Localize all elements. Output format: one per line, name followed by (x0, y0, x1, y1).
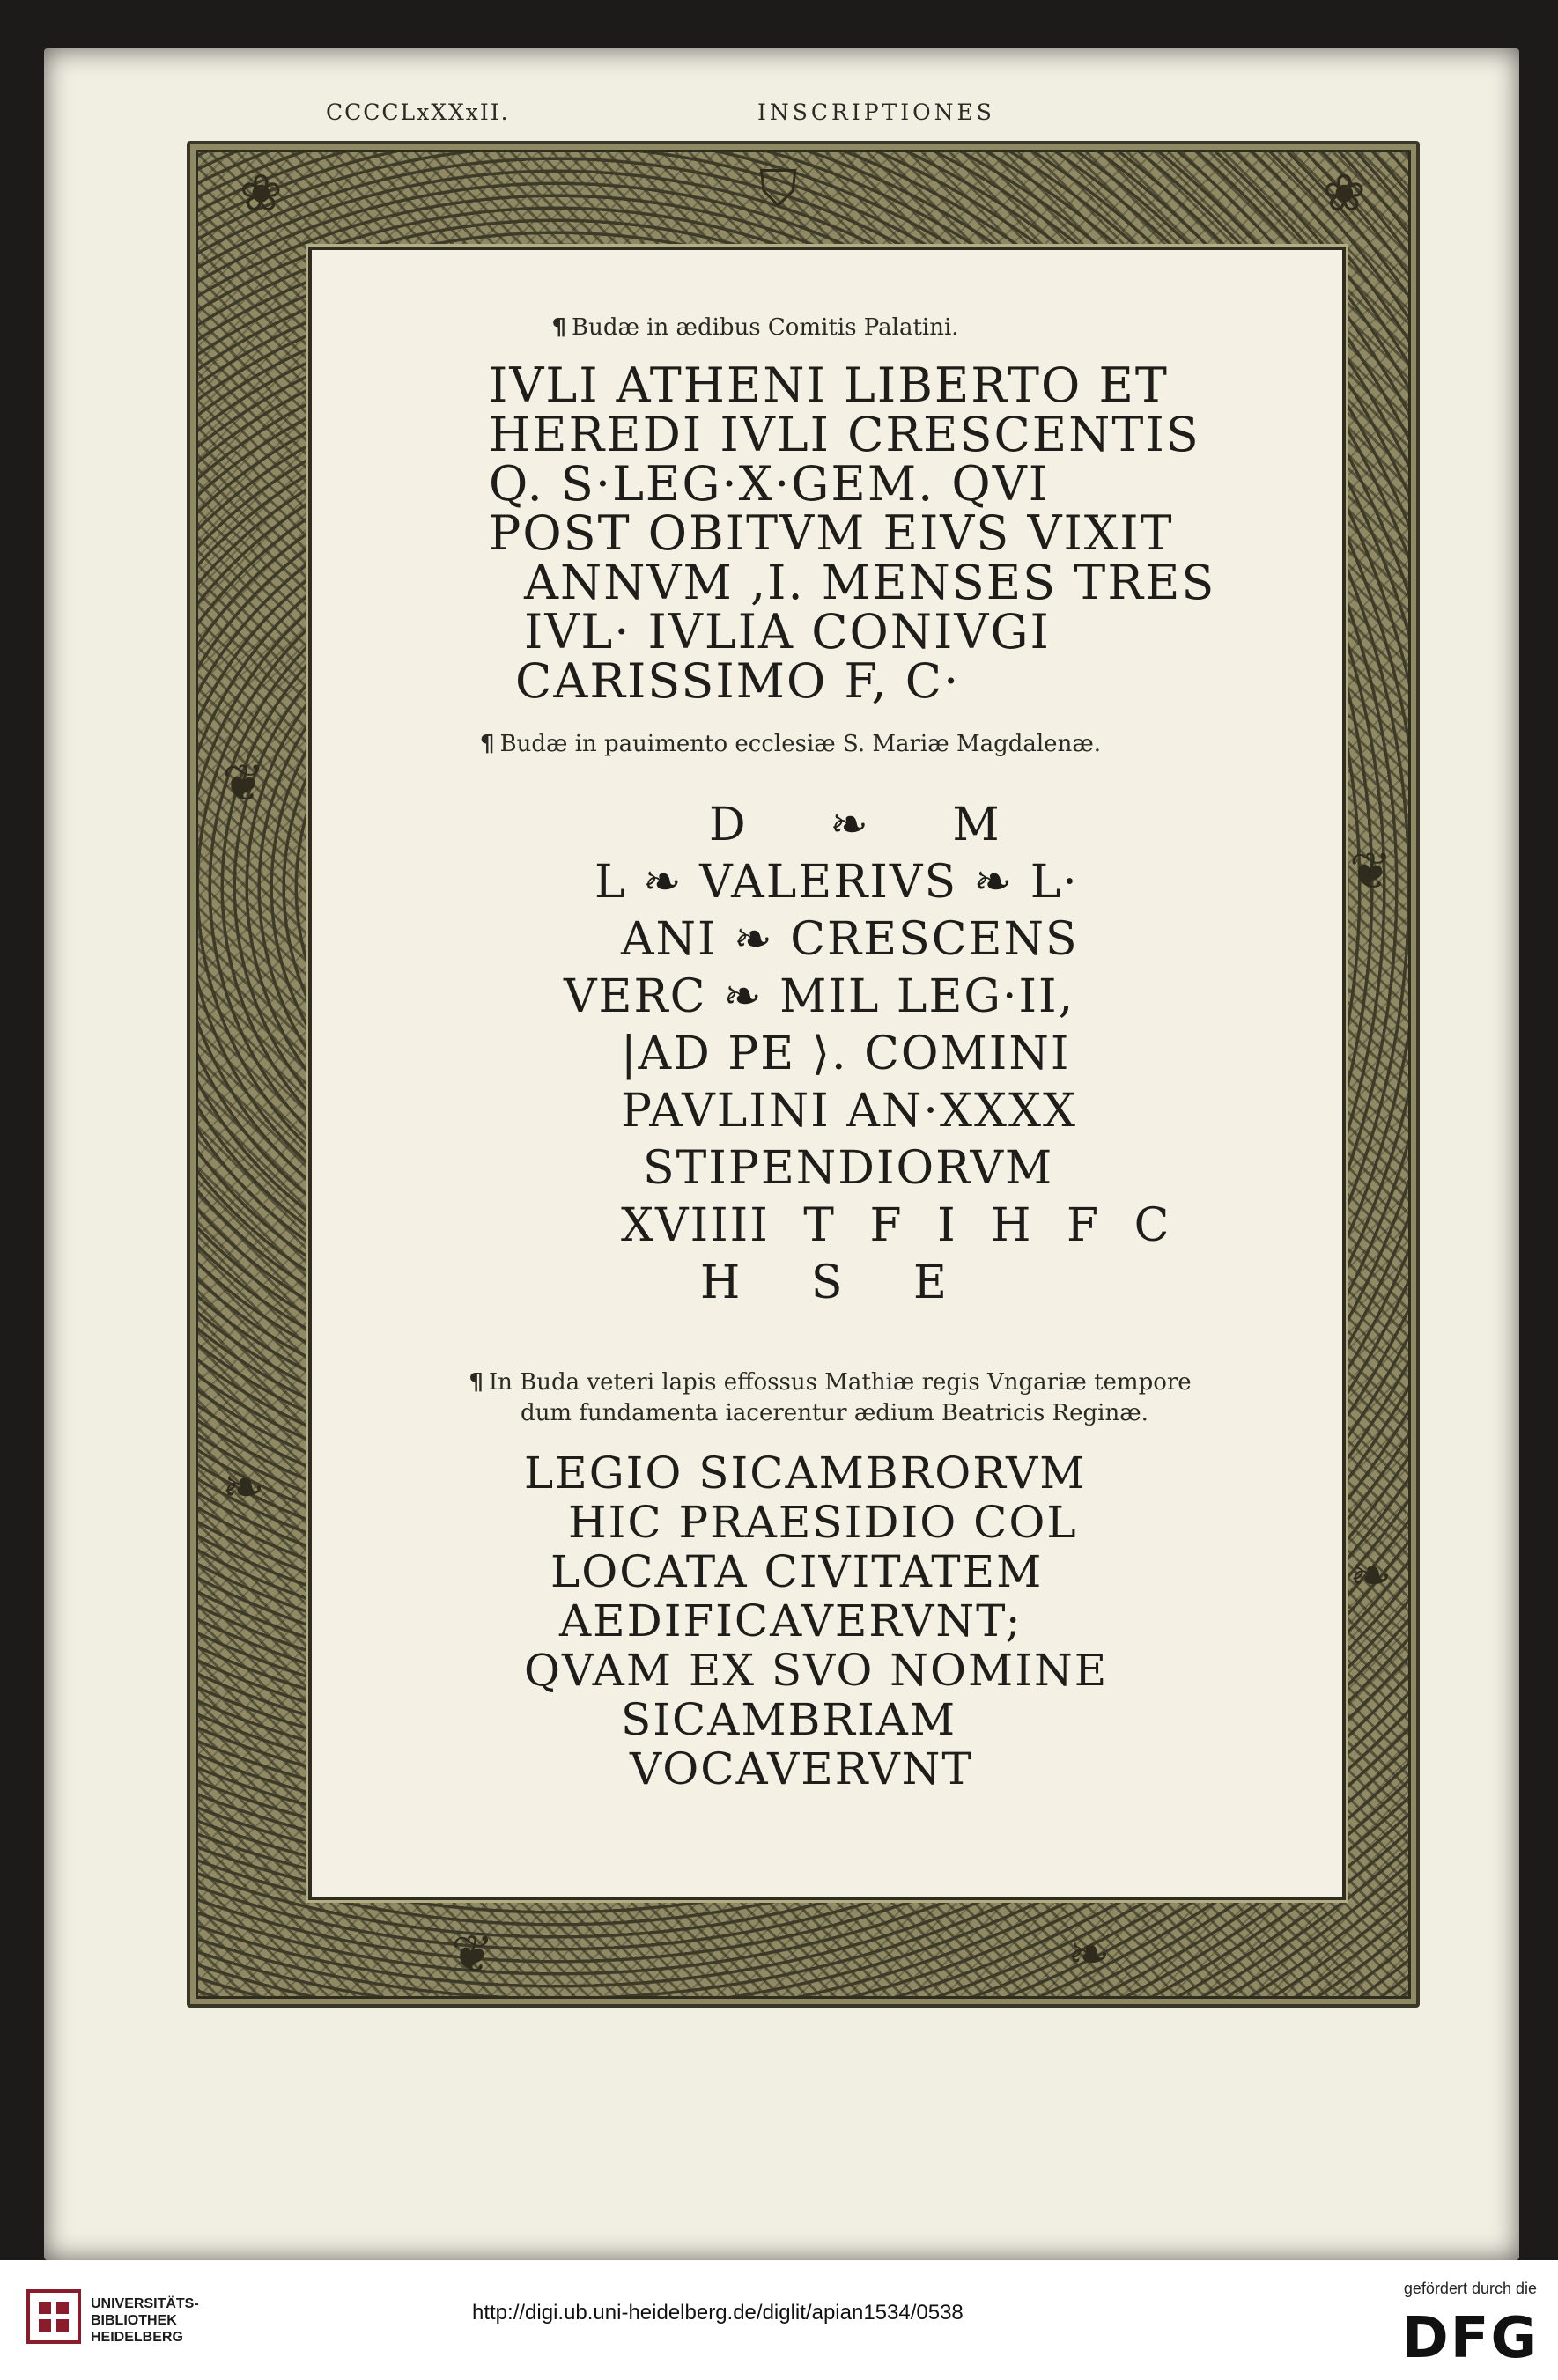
inscription-line: LOCATA CIVITATEM (550, 1546, 1044, 1597)
inscription-line: D ❧ M (709, 799, 1001, 851)
foliage-ornament-icon: ❦ (222, 753, 265, 813)
inscription-line: SICAMBRIAM (621, 1694, 957, 1745)
pilcrow-icon: ¶ (479, 731, 495, 757)
foliage-ornament-icon: ❧ (222, 1457, 265, 1517)
dolphin-ornament-icon: ❦ (451, 1924, 494, 1984)
inscription-line: VERC ❧ MIL LEG·II, (564, 970, 1075, 1023)
inscription-3 (524, 1448, 1108, 1794)
inscription-line: STIPENDIORVM (643, 1142, 1054, 1195)
inscription-line: ANI ❧ CRESCENS (621, 913, 1079, 966)
sponsor-label: gefördert durch die (1403, 2280, 1537, 2297)
inscription-2 (44, 797, 1519, 1312)
inscription-1 (489, 357, 1216, 709)
inscription-line: AEDIFICAVERVNT; (559, 1595, 1023, 1647)
inscription-line: IVLI ATHENI LIBERTO ET (489, 357, 1169, 413)
library-name: UNIVERSITÄTS- BIBLIOTHEK HEIDELBERG (91, 2296, 199, 2345)
section-title: INSCRIPTIONES (757, 99, 995, 125)
rosette-ornament-icon: ❀ (1323, 163, 1366, 223)
inscription-line: Q. S·LEG·X·GEM. QVI (489, 456, 1050, 512)
permalink-url[interactable]: http://digi.ub.uni-heidelberg.de/diglit/apian1534/0538 (472, 2301, 964, 2325)
foliage-ornament-icon: ❦ (1349, 841, 1392, 901)
inscription-line: QVAM EX SVO NOMINE (524, 1645, 1109, 1696)
inscription-line: POST OBITVM EIVS VIXIT (489, 505, 1174, 561)
heading-1: ¶ Budæ in ædibus Comitis Palatini. (551, 314, 959, 341)
inscription-line: ANNVM ,I. MENSES TRES (524, 555, 1216, 610)
inscription-line: HEREDI IVLI CRESCENTIS (489, 407, 1200, 462)
pilcrow-icon: ¶ (551, 314, 566, 341)
university-library-logo-icon (26, 2289, 81, 2344)
viewer-footer (0, 2260, 1558, 2380)
inscription-line: XVIIII T F I H F C (621, 1199, 1171, 1252)
inscription-line: IVL· IVLIA CONIVGI (524, 604, 1051, 659)
pilcrow-icon: ¶ (469, 1369, 484, 1396)
inscription-line: HIC PRAESIDIO COL (568, 1497, 1078, 1548)
inscription-line: |AD PE ⟩. COMINI (621, 1028, 1071, 1080)
inscription-line: CARISSIMO F, C· (515, 653, 961, 709)
text-block (44, 48, 1519, 2260)
dolphin-ornament-icon: ❧ (1067, 1924, 1111, 1984)
dfg-logo: DFG (1401, 2306, 1539, 2371)
inscription-line: VOCAVERVNT (630, 1743, 973, 1794)
heading-3: ¶ In Buda veteri lapis effossus Mathiæ regis Vngariæ tempore (469, 1369, 1192, 1396)
inscription-line: LEGIO SICAMBRORVM (524, 1448, 1087, 1499)
scanned-page (44, 48, 1519, 2260)
inscription-line: L ❧ VALERIVS ❧ L· (594, 856, 1079, 909)
inscription-line: H S E (700, 1256, 949, 1309)
inscription-line: PAVLINI AN·XXXX (621, 1085, 1078, 1138)
rosette-ornament-icon: ❀ (240, 163, 283, 223)
foliage-ornament-icon: ❧ (1349, 1545, 1392, 1605)
folio-number: CCCCLxXXxII. (326, 99, 510, 125)
heading-3-continued: dum fundamenta iacerentur ædium Beatricis Reginæ. (521, 1400, 1148, 1426)
heading-2: ¶ Budæ in pauimento ecclesiæ S. Mariæ Magdalenæ. (479, 731, 1102, 757)
shield-ornament-icon: ⛉ (759, 158, 798, 218)
